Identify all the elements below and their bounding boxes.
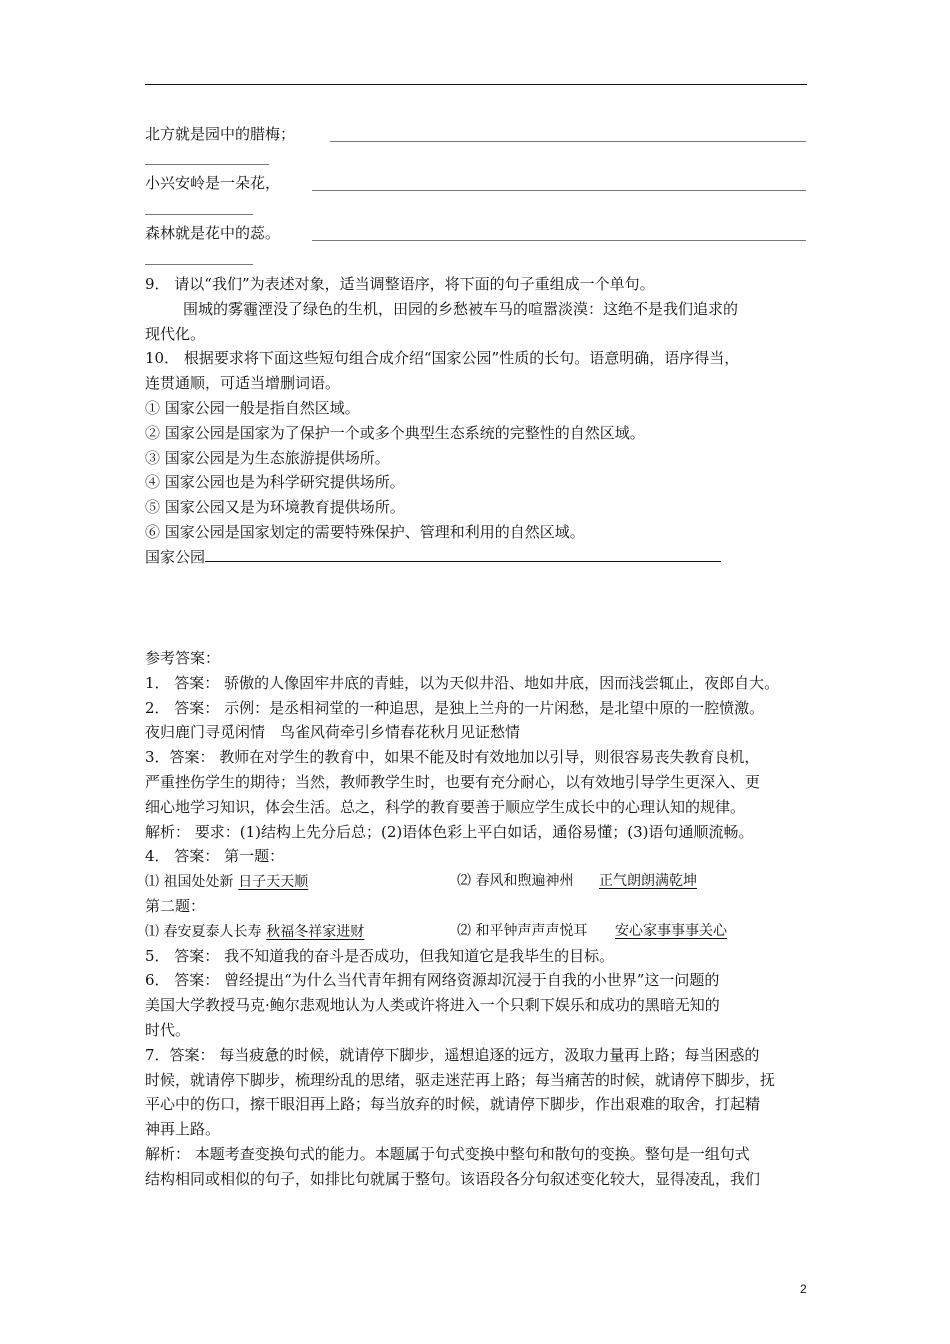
couplet-prompt: ⑴ 春安夏泰人长寿	[145, 923, 262, 940]
couplet-prompt: ⑵ 春风和煦遍神州	[457, 873, 574, 890]
fill-blank-line[interactable]	[145, 214, 253, 215]
fill-blank-line[interactable]	[145, 164, 269, 165]
answer-2: 夜归鹿门寻觅闲情 鸟雀风荷牵引乡情春花秋月见证愁情	[145, 723, 521, 742]
couplet-answer: 秋福冬祥家进财	[266, 923, 365, 940]
couplet-prompt: ⑵ 和平钟声声声悦耳	[457, 922, 588, 939]
answer-3: 细心地学习知识，体会生活。总之，科学的教育要善于顺应学生成长中的心理认知的规律。	[145, 797, 746, 816]
answer-3: 3．答案： 教师在对学生的教育中，如果不能及时有效地加以引导，则很容易丧失教育良机，	[145, 748, 760, 767]
question-9-prompt: 9． 请以“我们”为表述对象，适当调整语序，将下面的句子重组成一个单句。	[145, 275, 655, 293]
couplet-answer: 日子天天顺	[238, 874, 309, 891]
answer-3: 严重挫伤学生的期待；当然，教师教学生时，也要有充分耐心，以有效地引导学生更深入、更	[145, 772, 761, 791]
answer-7-analysis: 结构相同或相似的句子，如排比句就属于整句。该语段各分句叙述变化较大，显得凌乱，我们	[145, 1169, 761, 1188]
answer-7: 7．答案： 每当疲惫的时候，就请停下脚步，遥想追逐的远方，汲取力量再上路；每当困惑的	[145, 1045, 760, 1064]
answer-prefix: 国家公园	[145, 547, 206, 566]
answer-7-analysis: 解析： 本题考查变换句式的能力。本题属于句式变换中整句和散句的变换。整句是一组句式	[145, 1144, 750, 1163]
question-10-answer-line	[145, 545, 810, 570]
question-10-item: ① 国家公园一般是指自然区域。	[145, 398, 360, 417]
question-9-text: 现代化。	[145, 324, 206, 343]
fill-item-label: 北方就是园中的腊梅；	[145, 125, 296, 143]
answer-7: 神再上路。	[145, 1120, 221, 1139]
answer-7: 平心中的伤口，擦干眼泪再上路；每当放弃的时候，就请停下脚步，作出艰难的取舍，打起精	[145, 1095, 761, 1114]
couplet-answer: 安心家事事事关心	[615, 922, 727, 939]
answer-6: 美国大学教授马克·鲍尔悲观地认为人类或许将进入一个只剩下娱乐和成功的黑暗无知的	[145, 996, 720, 1015]
fill-item-label: 森林就是花中的蕊。	[145, 224, 281, 242]
question-9-text: 围城的雾霾湮没了绿色的生机，田园的乡愁被车马的喧嚣淡漠：这绝不是我们追求的	[183, 299, 739, 318]
fill-blank-line[interactable]	[145, 264, 253, 265]
answer-6: 时代。	[145, 1020, 191, 1039]
answers-section	[145, 646, 810, 1192]
answer-5: 5． 答案： 我不知道我的奋斗是否成功，但我知道它是我毕生的目标。	[145, 946, 615, 965]
question-10-item: ④ 国家公园也是为科学研究提供场所。	[145, 473, 405, 492]
answer-4-second-heading: 第二题：	[145, 896, 206, 915]
question-10-item: ⑥ 国家公园是国家划定的需要特殊保护、管理和利用的自然区域。	[145, 522, 585, 541]
couplet-answer: 正气朗朗满乾坤	[599, 873, 697, 890]
fill-blank-line[interactable]	[330, 141, 806, 142]
answer-6: 6． 答案： 曾经提出“为什么当代青年拥有网络资源却沉浸于自我的小世界”这一问题的	[145, 971, 720, 990]
top-rule	[145, 84, 807, 85]
fill-blank-line[interactable]	[312, 190, 806, 191]
answer-1: 1． 答案： 骄傲的人像固牢井底的青蛙，以为天似井沿、地如井底，因而浅尝辄止，夜郎自大。	[145, 673, 780, 692]
answers-heading: 参考答案：	[145, 649, 221, 667]
fill-item-label: 小兴安岭是一朵花，	[145, 174, 281, 192]
question-10-prompt: 10． 根据要求将下面这些短句组合成介绍“国家公园”性质的长句。语意明确，语序得当，	[145, 349, 740, 368]
question-block	[145, 272, 810, 570]
page-number: 2	[800, 1282, 807, 1296]
answer-blank[interactable]	[205, 547, 721, 562]
question-10-prompt: 连贯通顺，可适当增删词语。	[145, 374, 341, 393]
answer-7: 时候，就请停下脚步，梳理纷乱的思绪，驱走迷茫再上路；每当痛苦的时候，就请停下脚步，抚	[145, 1070, 776, 1089]
fill-blank-line[interactable]	[312, 240, 806, 241]
answer-3-analysis: 解析： 要求：(1)结构上先分后总；(2)语体色彩上平白如话，通俗易懂；(3)语句通顺流畅。	[145, 822, 754, 841]
answer-2: 2． 答案： 示例：是丞相祠堂的一种追思，是独上兰舟的一片闲愁，是北望中原的一腔愤激。	[145, 698, 765, 717]
question-10-item: ② 国家公园是国家为了保护一个或多个典型生态系统的完整性的自然区域。	[145, 423, 645, 442]
question-10-item: ③ 国家公园是为生态旅游提供场所。	[145, 448, 390, 467]
couplet-prompt: ⑴ 祖国处处新	[145, 874, 234, 891]
answer-4-row	[145, 869, 810, 894]
answer-4-row	[145, 919, 810, 944]
question-10-item: ⑤ 国家公园又是为环境教育提供场所。	[145, 498, 405, 517]
answer-4-heading: 4． 答案： 第一题：	[145, 847, 285, 866]
